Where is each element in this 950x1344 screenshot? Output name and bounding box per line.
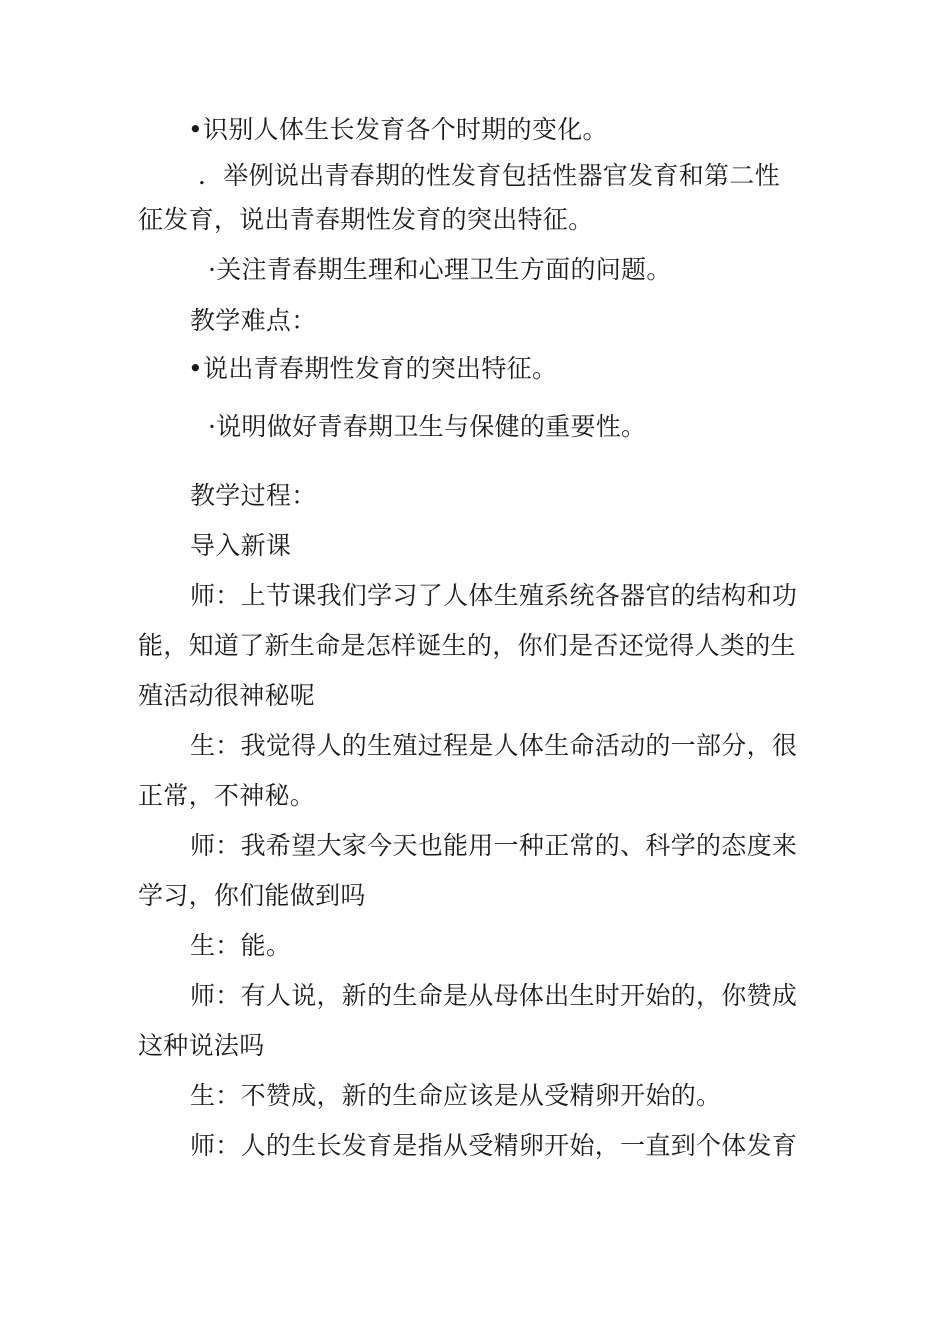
dialogue-5-line-2: 这种说法吗 [138, 1031, 265, 1060]
process-heading: 教学过程： [190, 481, 317, 510]
dialogue-3-line-2: 学习，你们能做到吗 [138, 881, 366, 910]
dialogue-1-line-1: 师：上节课我们学习了人体生殖系统各器官的结构和功 [190, 581, 798, 610]
dialogue-6-line-1: 生：不赞成，新的生命应该是从受精卵开始的。 [190, 1081, 722, 1110]
dialogue-2-line-2: 正常，不神秘。 [138, 781, 316, 810]
difficulty-item-2: ·说明做好青春期卫生与保健的重要性。 [208, 412, 647, 441]
dialogue-3-line-1: 师：我希望大家今天也能用一种正常的、科学的态度来 [190, 831, 798, 860]
dialogue-2-line-1: 生：我觉得人的生殖过程是人体生命活动的一部分，很 [190, 731, 798, 760]
dialogue-4-line-1: 生：能。 [190, 931, 292, 960]
dialogue-5-line-1: 师：有人说，新的生命是从母体出生时开始的，你赞成 [190, 981, 798, 1010]
difficulties-heading: 教学难点： [190, 306, 317, 335]
objective-item-1: •识别人体生长发育各个时期的变化。 [188, 115, 608, 144]
objective-item-3: ·关注青春期生理和心理卫生方面的问题。 [208, 255, 672, 284]
process-subheading: 导入新课 [190, 531, 292, 560]
dialogue-1-line-3: 殖活动很神秘呢 [138, 681, 316, 710]
difficulty-item-1: •说出青春期性发育的突出特征。 [188, 354, 558, 383]
objective-item-2-line-1: ．举例说出青春期的性发育包括性器官发育和第二性 [198, 161, 780, 190]
objective-item-2-line-2: 征发育，说出青春期性发育的突出特征。 [138, 205, 594, 234]
dialogue-7-line-1: 师：人的生长发育是指从受精卵开始，一直到个体发育 [190, 1131, 798, 1160]
dialogue-1-line-2: 能，知道了新生命是怎样诞生的，你们是否还觉得人类的生 [138, 631, 796, 660]
